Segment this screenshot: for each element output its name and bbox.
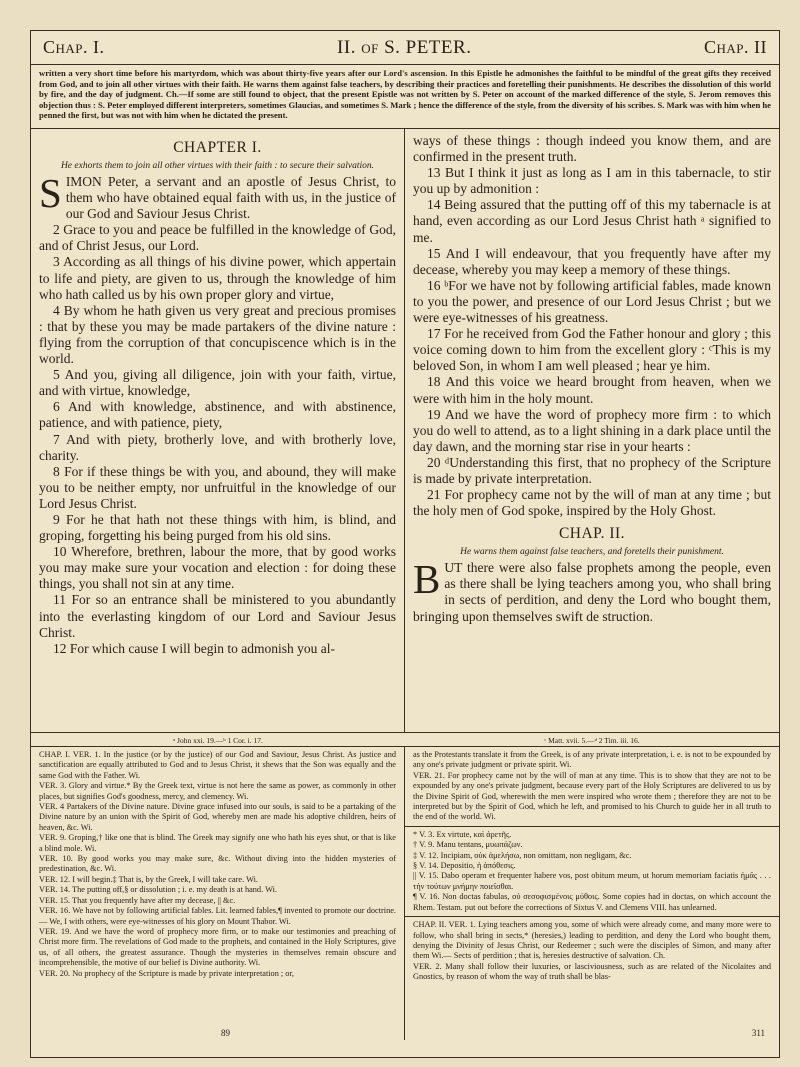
note: VER. 21. For prophecy came not by the will of man at any time. This is to show that they are not to be expounded by any one's private judgment, because every part of the Holy Scriptures are delivered to us by the Divine Spirit of God, wherewith the men were inspired who wrote them ; therefore they are not to be interpreted but by the Spirit of God, which he left, and promised to his Church to guide her in all truth to the end of the world. Wi.	[413, 770, 771, 822]
note: VER. 10. By good works you may make sure, &c. Without diving into the hidden mysteries of predestination, &c. Wi.	[39, 854, 396, 874]
notes-right-column	[405, 747, 779, 1040]
verse	[39, 512, 396, 544]
note: VER. 20. No prophecy of the Scripture is made by private interpretation ; or,	[39, 968, 294, 978]
footnote: ¶ V. 16. Non doctas fabulas, οὐ σεσοφισμένοις μύθοις. Some copies had in doctas, on which account the Rhem. Testam. put out before the corrections of Sixtus V. and Clemens VIII. has unlearned.	[413, 892, 771, 912]
verse-text: 2 Grace to you and peace be fulfilled in the knowledge of God, and of Christ Jesus, our Lord.	[39, 222, 396, 254]
running-header	[31, 31, 779, 65]
page-number-right: 311	[751, 1027, 765, 1038]
verse-1	[39, 170, 396, 222]
verse	[413, 133, 771, 165]
verse	[39, 464, 396, 512]
verse	[39, 367, 396, 399]
note: VER. 14. The putting off,§ or dissolution ; i. e. my death is at hand. Wi.	[39, 885, 277, 895]
verse-text: 13 But I think it just as long as I am in this tabernacle, to stir you up by admonition :	[413, 165, 771, 197]
chapter-2-notes-divider	[405, 916, 779, 917]
scripture-columns	[31, 129, 779, 733]
verse	[39, 222, 396, 254]
verse	[413, 278, 771, 326]
verse	[39, 544, 396, 592]
chapter-2-verse-1-text: UT there were also false prophets among the people, even as there shall be lying teachers among you, who shall bring in sects of perdition, and deny the Lord who bought them, bringing upon themselves swift de struction.	[413, 560, 771, 624]
verse	[39, 303, 396, 367]
verse	[39, 399, 396, 431]
verse-text: 11 For so an entrance shall be ministered to you abundantly into the everlasting kingdom of our Lord and Saviour Jesus Christ.	[39, 592, 396, 640]
note: CHAP. I. VER. 1. In the justice (or by the justice) of our God and Saviour, Jesus Christ. As justice and sanctification are equally attributed to God and to Jesus Christ, it shews that the Son was equally and the same God with the Father. Wi.	[39, 750, 396, 780]
notes-left-column	[31, 747, 405, 1040]
verse-text: 15 And I will endeavour, that you frequently have after my decease, whereby you may keep a memory of these things.	[413, 245, 771, 277]
verse-text: 9 For he that hath not these things with him, is blind, and groping, forgetting his being purged from his old sins.	[39, 511, 396, 544]
footnote: ‡ V. 12. Incipiam, οὐκ ἀμελήσω, non omittam, non negligam, &c.	[413, 850, 632, 860]
header-title: II. of S. PETER.	[337, 36, 472, 58]
note: CHAP. II. VER. 1. Lying teachers among you, some of which were already come, and many more were to follow, who shall bring in sects,* (heresies,) leading to perdition, and deny the Lord who bought them, denying the Divinity of Jesus Christ, our Redeemer ; such were the disciples of Simon, and many after them Wi.— Sects of perdition ; that is, heresies destructive of salvation. Ch.	[413, 920, 771, 961]
chapter-summary: He exhorts them to join all other virtues with their faith : to secure their salvation.	[60, 161, 375, 171]
footnote: § V. 14. Depositio, ἡ ἀπόθεσις.	[413, 861, 516, 871]
verse-text: 12 For which cause I will begin to admonish you al-	[53, 640, 335, 656]
verse	[413, 374, 771, 406]
header-left: Chap. I.	[43, 37, 105, 57]
drop-cap: B	[413, 556, 441, 603]
chapter-2-title: CHAP. II.	[558, 525, 626, 543]
intro-paragraph: written a very short time before his martyrdom, which was about thirty-five years after our Lord's ascension. In this Epistle he admonishes the faithful to be mindful of the great gifts they received from God, and to join all other virtues with their faith. He warns them against false teachers, by describing their practices and foretelling their punishments. He describes the dissolution of this world by fire, and the day of judgment. Ch.—If some are still found to object, that the present Epistle was not written by S. Peter on account of the marked difference of the style, S. Jerom removes this objection thus : S. Peter employed different interpreters, sometimes Glaucias, and sometimes S. Mark ; hence the difference of the style, from the diversity of his scribes. S. Mark was with him when he penned the first, but was not with him when he dictated the present.	[31, 65, 779, 129]
note: VER. 2. Many shall follow their luxuries, or lasciviousness, such as are related of the Nicolaites and Gnostics, by reason of whom the way of truth shall be blas-	[413, 961, 771, 982]
verse-text: 5 And you, giving all diligence, join with your faith, virtue, and with virtue, knowledge,	[39, 367, 396, 399]
note: VER. 3. Glory and virtue.* By the Greek text, virtue is not here the same as power, as commonly in other places, but signifies God's goodness, mercy, and clemency. Wi.	[39, 781, 396, 801]
cross-ref-right: ᶜ Matt. xvii. 5.—ᵈ 2 Tim. iii. 16.	[544, 736, 640, 745]
cross-references	[31, 733, 779, 747]
note: VER. 9. Groping,† like one that is blind. The Greek may signify one who hath his eyes shut, or that is like a blind mole. Wi.	[39, 833, 396, 853]
note: as the Protestants translate it from the Greek, is of any private interpretation, i. e. is not to be expounded by any one's private judgment or private spirit. Wi.	[413, 750, 771, 770]
verse-text: 14 Being assured that the putting off of this my tabernacle is at hand, even according as our Lord Jesus Christ hath ᵃ signified to me.	[413, 197, 771, 245]
note: VER. 12. I will begin.‡ That is, by the Greek, I will take care. Wi.	[39, 874, 258, 884]
verse	[413, 326, 771, 374]
verse-text: 16 ᵇFor we have not by following artificial fables, made known to you the power, and presence of our Lord Jesus Christ ; but we were eye-witnesses of his greatness.	[413, 277, 771, 326]
note: VER. 4 Partakers of the Divine nature. Divine grace infused into our souls, is said to be a partaking of the Divine nature by an union with the Spirit of God, whereby men are made his adoptive children, heirs of heaven, &c. Wi.	[39, 802, 396, 832]
note: VER. 16. We have not by following artificial fables. Lit. learned fables,¶ invented to promote our doctrine.— We, I with others, were eye-witnesses of his glory on Mount Thabor. Wi.	[39, 906, 396, 926]
header-right: Chap. II	[703, 37, 767, 57]
commentary-notes	[31, 747, 779, 1040]
footnote: † V. 9. Manu tentans, μυωπάζων.	[413, 840, 523, 850]
verse-text: 7 And with piety, brotherly love, and with brotherly love, charity.	[39, 431, 396, 463]
chapter-2-summary: He warns them against false teachers, and foretells their punishment.	[460, 547, 724, 558]
verse-text: 18 And this voice we heard brought from heaven, when we were with him in the holy mount.	[413, 374, 771, 406]
note: VER. 15. That you frequently have after my decease, || &c.	[39, 895, 236, 905]
verse	[413, 407, 771, 455]
book-page	[30, 30, 780, 1058]
verse-text: 6 And with knowledge, abstinence, and with abstinence, patience, and with patience, piety,	[39, 399, 396, 431]
cross-ref-left: ᵃ John xxi. 19.—ᵇ 1 Cor. i. 17.	[173, 736, 263, 745]
page-number-left: 89	[221, 1027, 230, 1038]
note: VER. 19. And we have the word of prophecy more firm, or to make our testimonies and preaching of Christ more firm. The revelations of God made to the prophets, and contained in the Holy Scriptures, give us, of all others, the greatest assurance. Though the mysteries in themselves remain obscure and incomprehensible, the motive of our belief is Divine authority. Wi.	[39, 926, 396, 968]
verse	[39, 432, 396, 464]
verse-text: 20 ᵈUnderstanding this first, that no prophecy of the Scripture is made by private interpretation.	[413, 454, 771, 486]
verse-text: 19 And we have the word of prophecy more firm : to which you do well to attend, as to a light shining in a dark place until the day dawn, and the morning star rise in your hearts :	[413, 406, 771, 454]
verse-text: ways of these things : though indeed you know them, and are confirmed in the present truth.	[413, 133, 771, 165]
verse	[39, 592, 396, 640]
chapter-title: CHAPTER I.	[173, 139, 262, 156]
footnote: * V. 3. Ex virtute, καὶ ἀρετῆς.	[413, 829, 512, 839]
drop-cap: S	[39, 170, 62, 216]
verse	[413, 487, 771, 519]
chapter-2-verse-1	[413, 556, 771, 624]
verse-text: 17 For he received from God the Father honour and glory ; this voice coming down to him from the excellent glory : ᶜThis is my beloved Son, in whom I am well pleased ; hear ye him.	[413, 326, 771, 374]
verse	[413, 455, 771, 487]
verse-text: 21 For prophecy came not by the will of man at any time ; but the holy men of God spoke, inspired by the Holy Ghost.	[413, 487, 771, 519]
verse-text: 4 By whom he hath given us very great and precious promises : that by these you may be made partakers of the divine nature : flying from the corruption of that concupiscence which is in the world.	[39, 302, 396, 367]
verse	[413, 246, 771, 278]
verse-text: 8 For if these things be with you, and abound, they will make you to be neither empty, nor unfruitful in the knowledge of our Lord Jesus Christ.	[39, 463, 396, 511]
scripture-right-column	[405, 129, 779, 732]
verse	[39, 254, 396, 302]
verse	[413, 197, 771, 245]
verse-text: 10 Wherefore, brethren, labour the more, that by good works you may make sure your vocation and election : for doing these things, you shall not sin at any time.	[39, 544, 396, 592]
footnote: || V. 15. Dabo operam et frequenter habere vos, post obitum meum, ut horum memoriam faciatis ἡμᾶς . . . τὴν τούτων μνήμην ποιεῖσθαι.	[413, 871, 771, 891]
verse	[413, 165, 771, 197]
verse-text: 3 According as all things of his divine power, which appertain to life and piety, are given to us, through the knowledge of him who hath called us by his own proper glory and virtue,	[39, 254, 396, 302]
verse-1-text: IMON Peter, a servant and an apostle of Jesus Christ, to them who have obtained equal faith with us, in the justice of our God and Saviour Jesus Christ.	[65, 174, 396, 222]
scripture-left-column	[31, 129, 405, 732]
verse	[39, 641, 396, 657]
footnote-divider	[405, 826, 779, 827]
